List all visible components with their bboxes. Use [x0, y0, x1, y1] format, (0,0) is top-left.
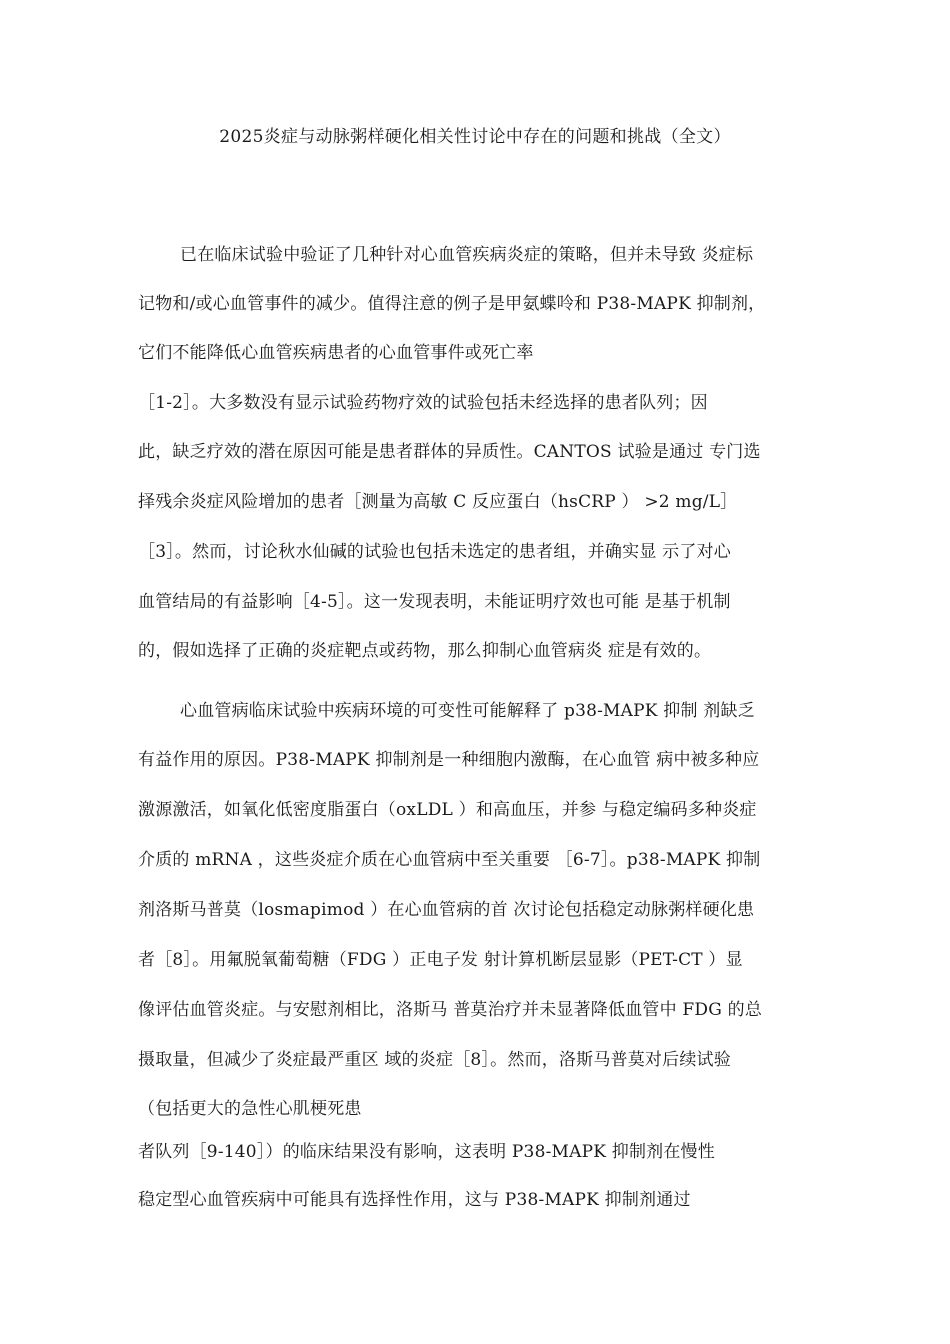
paragraph-line: 已在临床试验中验证了几种针对心血管疾病炎症的策略，但并未导致 炎症标: [180, 245, 754, 265]
paragraph-line: 者［8］。用氟脱氧葡萄糖（FDG ）正电子发 射计算机断层显影（PET-CT ）显: [138, 950, 743, 970]
paragraph-line: 心血管病临床试验中疾病环境的可变性可能解释了 p38-MAPK 抑制 剂缺乏: [180, 701, 755, 721]
paragraph-line: 择残余炎症风险增加的患者［测量为高敏 C 反应蛋白（hsCRP ） >2 mg/L］: [138, 492, 738, 512]
paragraph-line: 有益作用的原因。P38-MAPK 抑制剂是一种细胞内激酶，在心血管 病中被多种应: [138, 750, 760, 770]
paragraph-line: 介质的 mRNA ，这些炎症介质在心血管病中至关重要 ［6-7］。p38-MAPK 抑制: [138, 850, 761, 870]
paragraph-line: 的，假如选择了正确的炎症靶点或药物，那么抑制心血管病炎 症是有效的。: [138, 641, 712, 661]
paragraph-line: 像评估血管炎症。与安慰剂相比，洛斯马 普莫治疗并未显著降低血管中 FDG 的总: [138, 1000, 763, 1020]
paragraph-line: 记物和/或心血管事件的减少。值得注意的例子是甲氨蝶呤和 P38-MAPK 抑制剂，: [138, 294, 766, 314]
paragraph-line: 血管结局的有益影响［4-5］。这一发现表明，未能证明疗效也可能 是基于机制: [138, 592, 731, 612]
paragraph-line: 剂洛斯马普莫（losmapimod ）在心血管病的首 次讨论包括稳定动脉粥样硬化患: [138, 900, 755, 920]
paragraph-line: ［3］。然而，讨论秋水仙碱的试验也包括未选定的患者组，并确实显 示了对心: [138, 542, 731, 562]
paragraph-line: （包括更大的急性心肌梗死患: [138, 1099, 362, 1119]
paragraph-line: 它们不能降低心血管疾病患者的心血管事件或死亡率: [138, 343, 534, 363]
paragraph-line: 激源激活，如氧化低密度脂蛋白（oxLDL ）和高血压，并参 与稳定编码多种炎症: [138, 800, 757, 820]
paragraph-line: 者队列［9-140］）的临床结果没有影响，这表明 P38-MAPK 抑制剂在慢性: [138, 1142, 715, 1162]
paragraph-line: ［1-2］。大多数没有显示试验药物疗效的试验包括未经选择的患者队列；因: [138, 393, 708, 413]
paragraph-line: 稳定型心血管疾病中可能具有选择性作用，这与 P38-MAPK 抑制剂通过: [138, 1190, 691, 1210]
paragraph-line: 摄取量，但减少了炎症最严重区 域的炎症［8］。然而，洛斯马普莫对后续试验: [138, 1050, 731, 1070]
paragraph-line: 此，缺乏疗效的潜在原因可能是患者群体的异质性。CANTOS 试验是通过 专门选: [138, 442, 761, 462]
document-title: 2025炎症与动脉粥样硬化相关性讨论中存在的问题和挑战（全文）: [219, 127, 731, 147]
